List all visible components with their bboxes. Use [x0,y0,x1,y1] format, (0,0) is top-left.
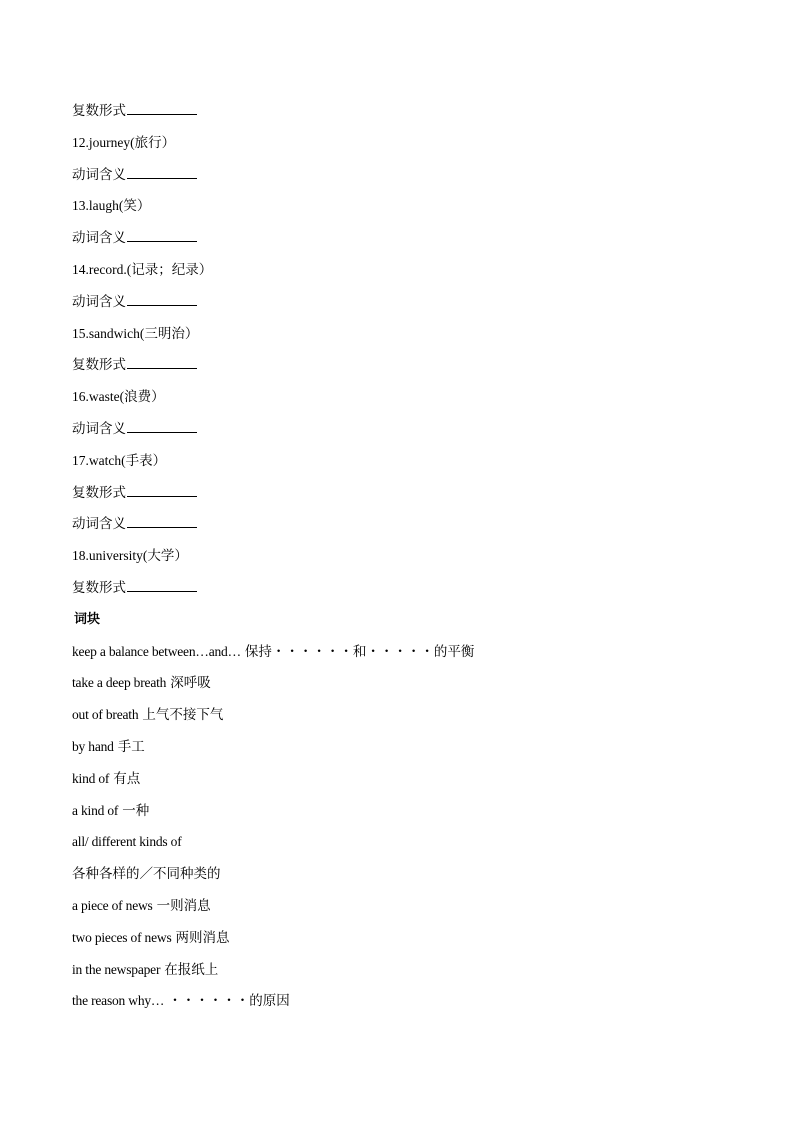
phrase-item [72,959,722,991]
vocab-item [72,259,722,291]
phrase-chinese: 各种各样的／不同种类的 [72,866,221,882]
phrase-english: in the newspaper [72,961,161,977]
phrase-english: kind of [72,770,110,786]
fill-in-line [72,354,722,386]
prompt-label: 动词含义 [72,516,126,532]
answer-blank[interactable] [127,227,197,242]
vocab-item [72,545,722,577]
vocab-item [72,195,722,227]
phrase-item [72,704,722,736]
prompt-label: 复数形式 [72,357,126,373]
prompt-label: 动词含义 [72,420,126,436]
answer-blank[interactable] [127,418,197,433]
vocab-word: 12.journey(旅行） [72,134,176,150]
phrase-chinese: 保持・・・・・・和・・・・・的平衡 [244,643,475,659]
vocab-word: 16.waste(浪费） [72,389,165,405]
phrase-chinese: 上气不接下气 [142,707,224,723]
phrase-item [72,736,722,768]
answer-blank[interactable] [127,513,197,528]
answer-blank[interactable] [127,291,197,306]
answer-blank[interactable] [127,100,197,115]
phrase-english: the reason why… [72,993,165,1009]
phrase-chinese: 在报纸上 [164,961,219,977]
phrase-chinese: 手工 [117,738,145,754]
phrase-item [72,768,722,800]
section-title: 词块 [74,611,101,627]
phrase-chinese: 深呼吸 [170,675,211,691]
vocab-word: 13.laugh(笑） [72,198,151,214]
vocab-word: 14.record.(记录；纪录） [72,261,213,277]
phrase-english: keep a balance between…and… [72,643,241,659]
answer-blank[interactable] [127,354,197,369]
phrase-item [72,672,722,704]
phrase-item [72,831,722,863]
fill-in-line [72,577,722,609]
prompt-label: 动词含义 [72,230,126,246]
document-page [72,100,722,1022]
phrase-chinese: ・・・・・・的原因 [168,993,290,1009]
vocab-list [72,100,722,609]
prompt-label: 动词含义 [72,293,126,309]
fill-in-line [72,482,722,514]
vocab-item [72,323,722,355]
answer-blank[interactable] [127,482,197,497]
vocab-word: 15.sandwich(三明治） [72,325,199,341]
vocab-item [72,386,722,418]
phrase-english: by hand [72,738,114,754]
phrase-item [72,927,722,959]
phrase-item [72,990,722,1022]
phrase-english: two pieces of news [72,929,172,945]
phrase-english: a piece of news [72,897,153,913]
fill-in-line [72,291,722,323]
vocab-item [72,450,722,482]
fill-in-line [72,164,722,196]
prompt-label: 复数形式 [72,579,126,595]
vocab-word: 17.watch(手表） [72,452,167,468]
prompt-label: 复数形式 [72,484,126,500]
phrase-english: out of breath [72,707,139,723]
fill-in-line [72,513,722,545]
prompt-label: 动词含义 [72,166,126,182]
phrase-english: all/ different kinds of [72,834,182,850]
phrase-item [72,863,722,895]
vocab-item [72,132,722,164]
phrase-list [72,641,722,1023]
fill-in-line [72,227,722,259]
phrase-chinese: 有点 [113,770,141,786]
prompt-label: 复数形式 [72,103,126,118]
fill-in-line [72,418,722,450]
phrase-english: a kind of [72,802,119,818]
phrase-item [72,895,722,927]
phrase-item [72,641,722,673]
phrase-chinese: 一则消息 [156,897,211,913]
answer-blank[interactable] [127,164,197,179]
fill-in-line [72,100,722,132]
phrase-english: take a deep breath [72,675,167,691]
phrase-chinese: 两则消息 [175,929,230,945]
answer-blank[interactable] [127,577,197,592]
phrase-item [72,800,722,832]
vocab-word: 18.university(大学） [72,548,188,564]
phrase-chinese: 一种 [122,802,150,818]
